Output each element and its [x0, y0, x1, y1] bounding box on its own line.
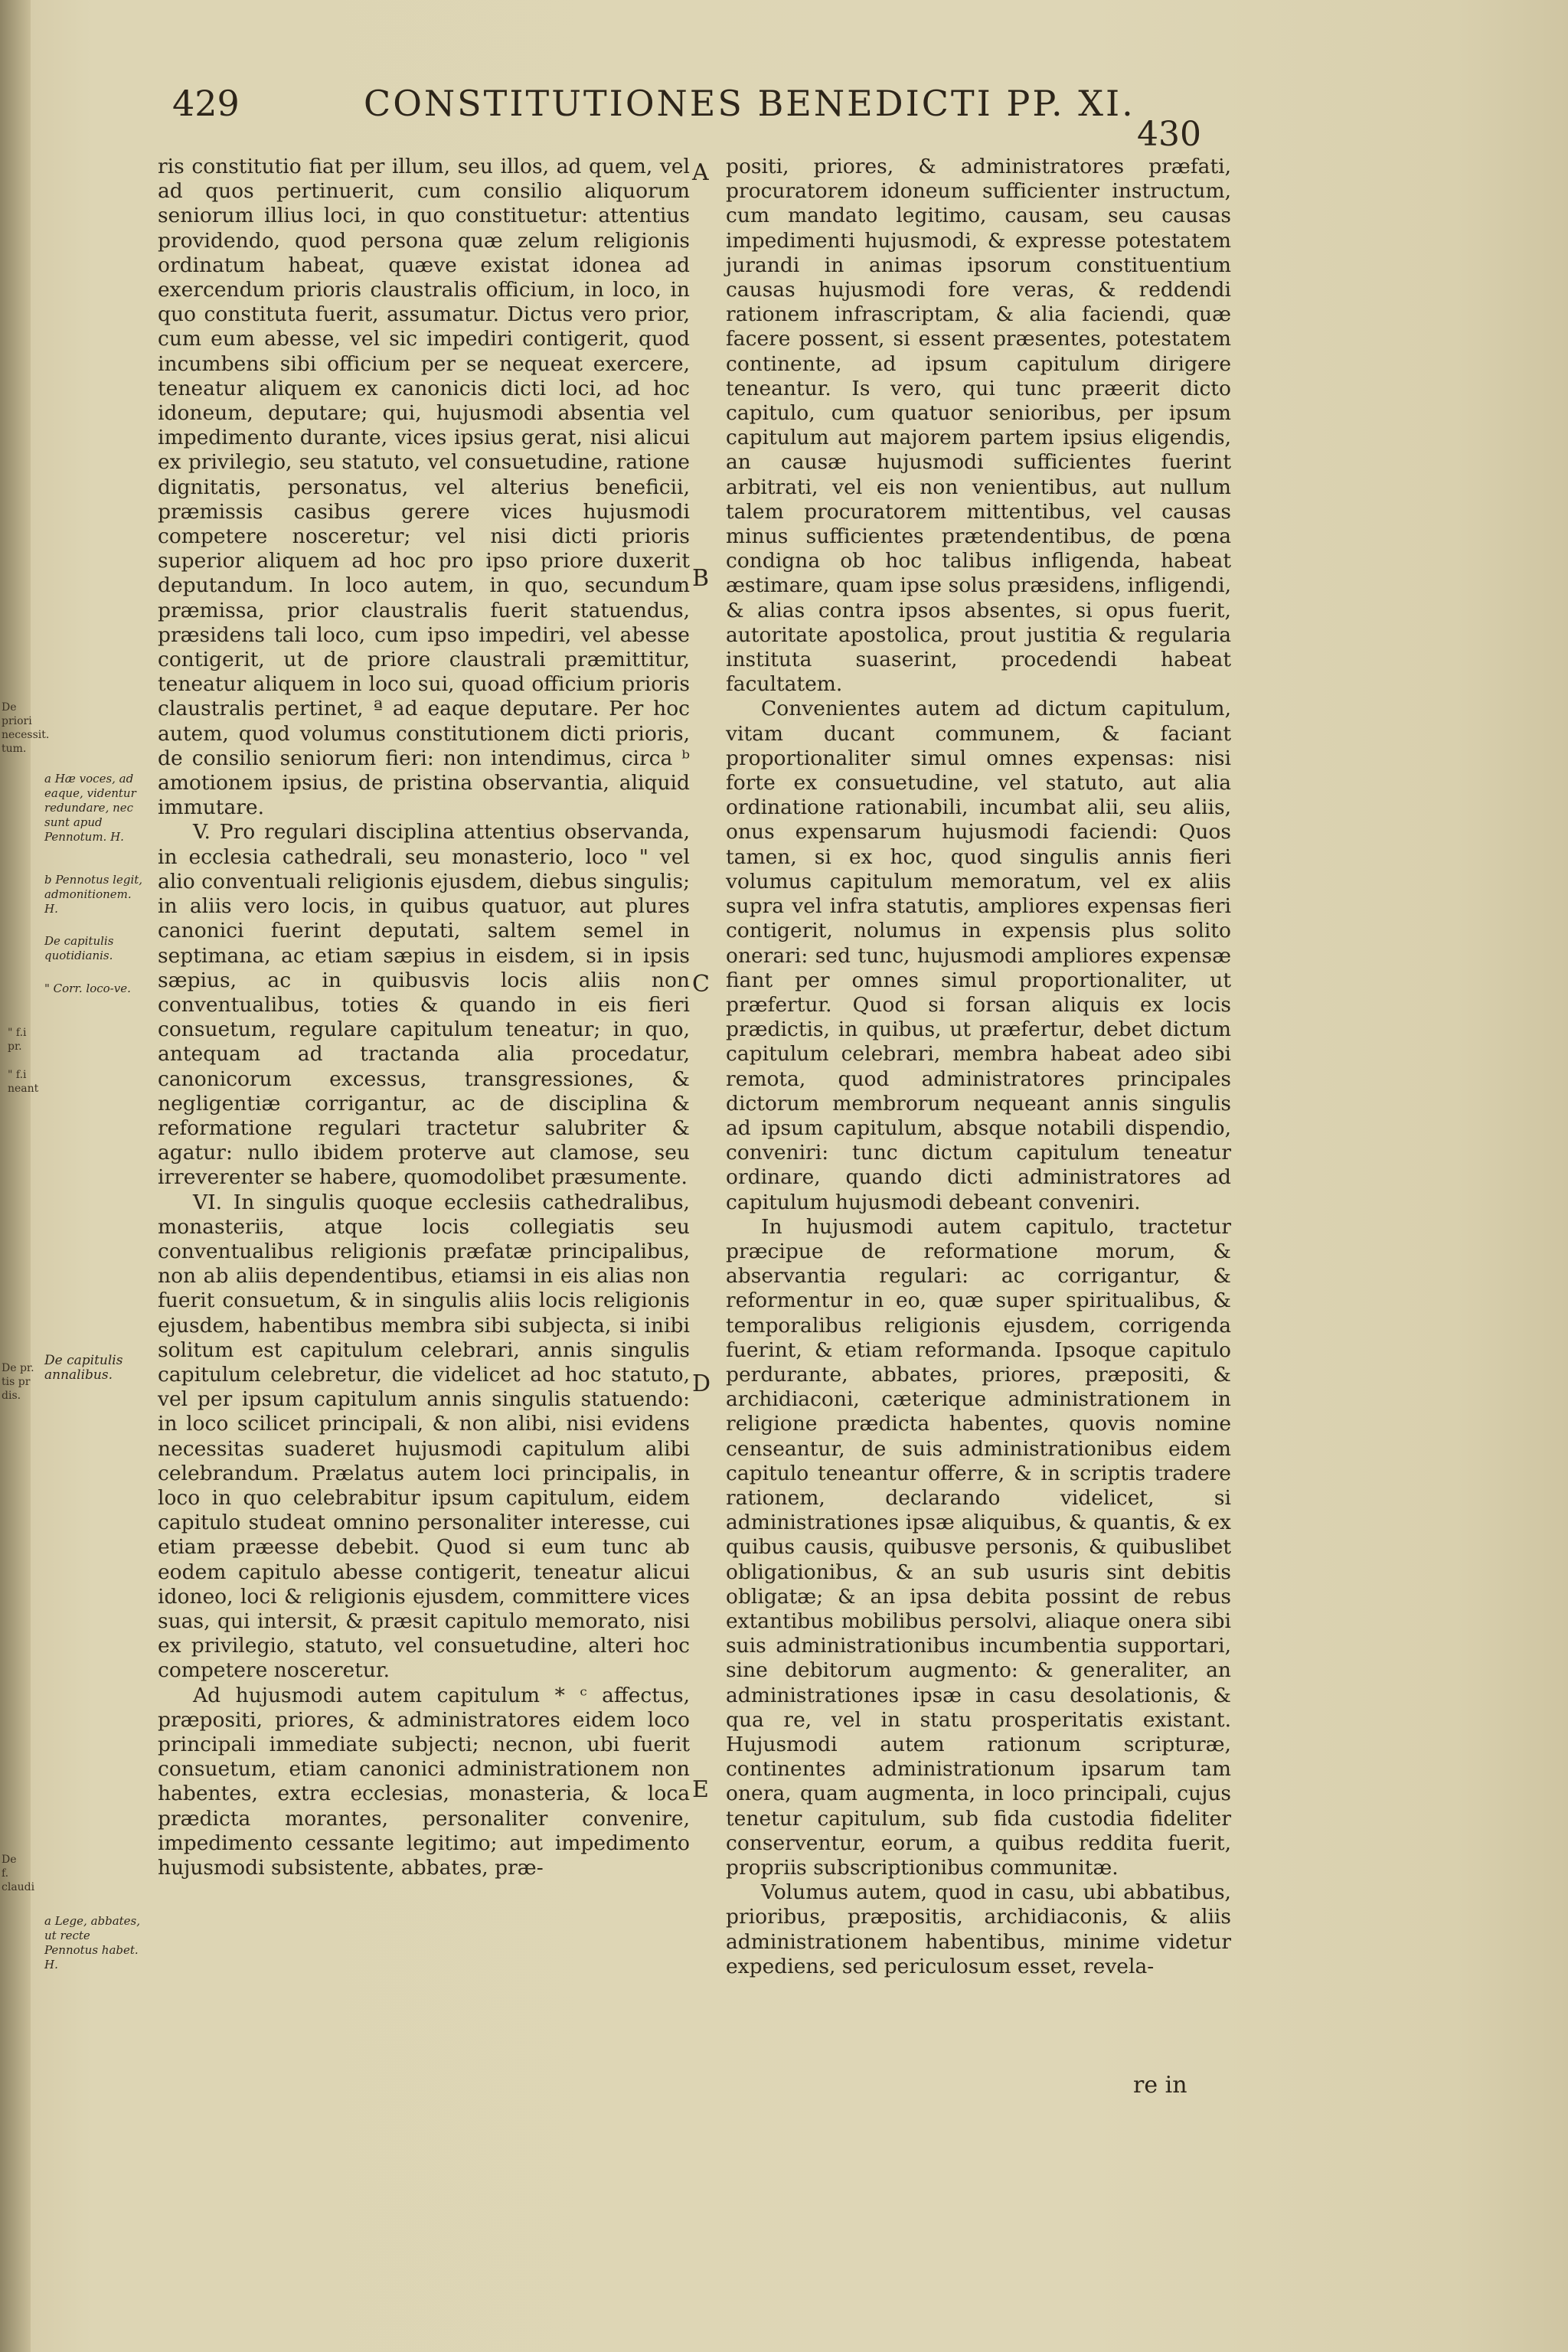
- section-letter: B: [692, 565, 710, 592]
- right-column: [726, 155, 1231, 1979]
- paragraph: In hujusmodi autem capitulo, tractetur præcipue de reformatione morum, & abservantia regulari: ac corrigantur, & reformentur in eo, quæ super spiritualibus, & temporalibus religionis ejusdem, corrigenda fuerint, & etiam reformanda. Ipsoque capitulo perdurante, abbates, priores, præpositi, & archidiaconi, cæterique administrationem in religione prædicta habentes, quovis nomine censeantur, de suis administrationibus eidem capitulo teneantur offerre, & in scriptis tradere rationem, declarando videlicet, si administrationes ipsæ aliquibus, & quantis, & ex quibus causis, quibusve personis, & quibuslibet obligationibus, & an sub usuris sint debitis obligatæ; & an ipsa debita possint de rebus extantibus mobilibus persolvi, aliaque onera sibi suis administrationibus incumbentia supportari, sine debitorum augmento: & generaliter, an administrationes ipsæ in casu desolationis, & qua re, vel in statu prosperitatis existant. Hujusmodi autem rationum scripturæ, continentes administrationum ipsarum tam onera, quam augmenta, in loco principali, cujus tenetur capitulum, sub fida custodia fideliter conserventur, eorum, a quibus reddita fuerit, propriis subscriptionibus communitæ.: [726, 1214, 1231, 1880]
- paragraph: Ad hujusmodi autem capitulum * ᶜ affectus, præpositi, priores, & administratores eidem loco principali immediate subjecti; necnon, ubi fuerit consuetum, etiam canonici administrationem non habentes, extra ecclesias, monasteria, & loca prædicta morantes, personaliter convenire, impedimento cessante legitimo; aut impedimento hujusmodi subsistente, abbates, præ-: [158, 1683, 690, 1880]
- paragraph: Volumus autem, quod in casu, ubi abbatibus, prioribus, præpositis, archidiaconis, & aliis administrationem habentibus, minime videtur expediens, sed periculosum esset, revela-: [726, 1880, 1231, 1978]
- section-letter: C: [692, 971, 710, 998]
- paragraph: positi, priores, & administratores præfati, procuratorem idoneum sufficienter instructum, cum mandato legitimo, causam, seu causas impedimenti hujusmodi, & expresse potestatem jurandi in animas ipsorum constituentium causas hujusmodi fore veras, & reddendi rationem infrascriptam, & alia faciendi, quæ facere possent, si essent præsentes, potestatem continente, ad ipsum capitulum dirigere teneantur. Is vero, qui tunc præerit dicto capitulo, cum quatuor senioribus, per ipsum capitulum aut majorem partem ipsius eligendis, an causæ hujusmodi sufficientes fuerint arbitrati, vel eis non venientibus, aut nullum talem procuratorem mittentibus, vel causas minus sufficientes prætendentibus, de pœna condigna ob hoc talibus infligenda, habeat æstimare, quam ipse solus præsidens, infligendi, & alias contra ipsos absentes, si opus fuerit, autoritate apostolica, prout justitia & regularia instituta suaserint, procedendi habeat facultatem.: [726, 155, 1231, 697]
- side-note: b Pennotus legit, admonitionem. H.: [44, 873, 143, 916]
- running-title: CONSTITUTIONES BENEDICTI PP. XI.: [364, 83, 1135, 124]
- edge-fragment: " f.i neant: [8, 1069, 39, 1095]
- page-number-right: 430: [1137, 115, 1201, 154]
- side-note: a Hæ voces, ad eaque, videntur redundare, nec sunt apud Pennotum. H.: [44, 772, 136, 844]
- section-letter: D: [692, 1370, 711, 1397]
- catchword: re in: [1133, 2072, 1187, 2099]
- paragraph: Convenientes autem ad dictum capitulum, vitam ducant communem, & faciant proportionaliter simul omnes expensas: nisi forte ex consuetudine, vel statuto, aut alia ordinatione rationabili, incumbat alii, seu aliis, onus expensarum hujusmodi faciendi: Quos tamen, si ex hoc, quod singulis annis fieri volumus capitulum memoratum, vel ex aliis supra vel infra statutis, ampliores expensas fieri contigerit, nolumus in expensis plus solito onerari: sed tunc, hujusmodi ampliores expensæ fiant per omnes simul proportionaliter, ut præfertur. Quod si forsan aliquis ex locis prædictis, in quibus, ut præfertur, debet dictum capitulum celebrari, membra habeat adeo sibi remota, quod administratores principales dictorum membrorum nequeant annis singulis ad ipsum capitulum, absque notabili dispendio, conveniri: tunc dictum capitulum teneatur ordinare, quando dicti administratores ad capitulum hujusmodi debeant conveniri.: [726, 697, 1231, 1214]
- paragraph: ris constitutio fiat per illum, seu illos, ad quem, vel ad quos pertinuerit, cum consilio aliquorum seniorum illius loci, in quo constituetur: attentius providendo, quod persona quæ zelum religionis ordinatum habeat, quæve existat idonea ad exercendum prioris claustralis officium, in loco, in quo constituta fuerit, assumatur. Dictus vero prior, cum eum abesse, vel sic impediri contigerit, quod incumbens sibi officium per se nequeat exercere, teneatur aliquem ex canonicis dicti loci, ad hoc idoneum, deputare; qui, hujusmodi absentia vel impedimento durante, vices ipsius gerat, nisi alicui ex privilegio, seu statuto, vel consuetudine, ratione dignitatis, personatus, vel alterius beneficii, præmissis casibus gerere vices hujusmodi competere nosceretur; vel nisi dicti prioris superior aliquem ad hoc pro ipso priore duxerit deputandum. In loco autem, in quo, secundum præmissa, prior claustralis fuerit statuendus, præsidens tali loco, cum ipso impediri, vel abesse contigerit, ut de priore claustrali præmittitur, teneatur aliquem in loco sui, quoad officium prioris claustralis pertinet, ª ad eaque deputare. Per hoc autem, quod volumus constitutionem dicti prioris, de consilio seniorum fieri: non intendimus, circa ᵇ amotionem ipsius, de pristina observantia, aliquid immutare.: [158, 155, 690, 820]
- page-number-left: 429: [172, 83, 240, 124]
- edge-fragment: De priori necessit. tum.: [2, 701, 50, 755]
- edge-fragment: " f.i pr.: [8, 1027, 27, 1053]
- side-note: De capitulis quotidianis.: [44, 934, 114, 962]
- page-header: [0, 77, 1568, 154]
- side-note: " Corr. loco-ve.: [44, 982, 131, 995]
- paragraph: V. Pro regulari disciplina attentius observanda, in ecclesia cathedrali, seu monasterio, loco " vel alio conventuali religionis ejusdem, diebus singulis; in aliis vero locis, in quibus quatuor, aut plures canonici fuerint deputati, saltem semel in septimana, ac etiam sæpius in eisdem, si in ipsis sæpius, ac in quibusvis locis aliis non conventualibus, toties & quando in eis fieri consuetum, regulare capitulum teneatur; in quo, antequam ad tractanda alia procedatur, canonicorum excessus, transgressiones, & negligentiæ corrigantur, ac de disciplina & reformatione regulari tractetur salubriter & agatur: nullo ibidem proterve aut clamose, seu irreverenter se habere, quomodolibet præsumente.: [158, 820, 690, 1190]
- paragraph: VI. In singulis quoque ecclesiis cathedralibus, monasteriis, atque locis collegiatis seu conventualibus religionis præfatæ principalibus, non ab aliis dependentibus, etiamsi in eis alias non fuerit consuetum, & in singulis aliis locis religionis ejusdem, habentibus membra sibi subjecta, si inibi solitum est capitulum celebrari, annis singulis capitulum celebretur, die videlicet ad hoc statuto, vel per ipsum capitulum annis singulis statuendo: in loco scilicet principali, & non alibi, nisi evidens necessitas suaderet hujusmodi capitulum alibi celebrandum. Prælatus autem loci principalis, in loco in quo celebrabitur ipsum capitulum, eidem capitulo studeat omnino personaliter interesse, cui etiam præesse debebit. Quod si eum tunc ab eodem capitulo abesse contigerit, teneatur alicui idoneo, loci & religionis ejusdem, committere vices suas, qui intersit, & præsit capitulo memorato, nisi ex privilegio, statuto, vel consuetudine, alteri hoc competere nosceretur.: [158, 1190, 690, 1683]
- side-note: De capitulis annalibus.: [44, 1353, 123, 1383]
- gutter-shadow: [0, 0, 39, 2352]
- side-note: a Lege, abbates, ut recte Pennotus habet. H.: [44, 1914, 141, 1971]
- section-letter: E: [692, 1776, 709, 1803]
- edge-fragment: De f. claudi: [2, 1854, 35, 1893]
- left-column: [158, 155, 690, 1880]
- section-letter: A: [692, 159, 709, 186]
- edge-fragment: De pr. tis pr dis.: [2, 1362, 34, 1402]
